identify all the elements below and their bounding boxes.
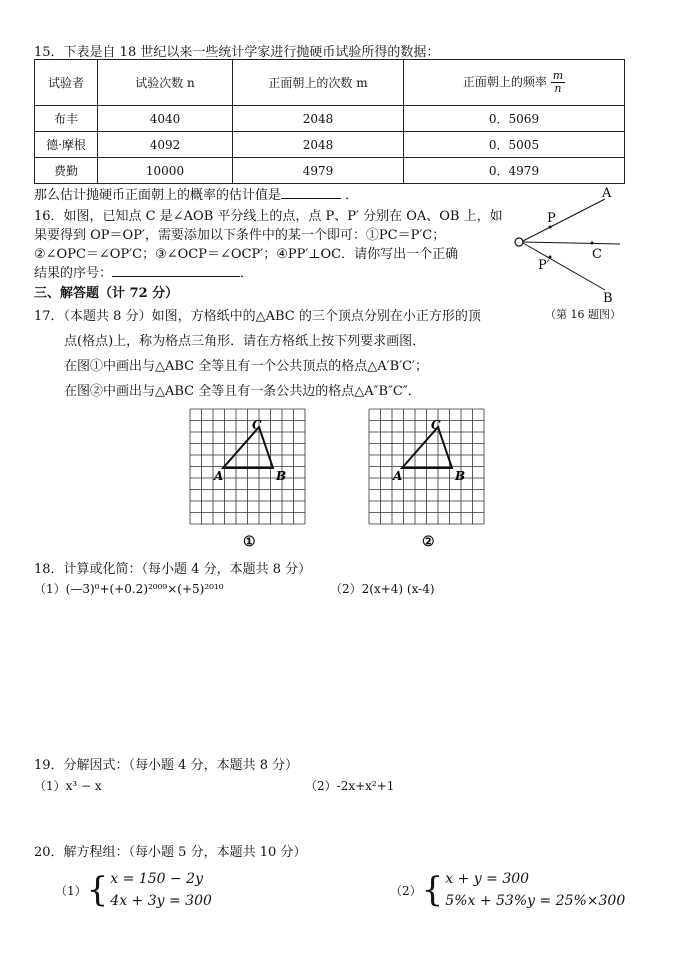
- triangle-abc: [402, 427, 452, 468]
- label-b: B: [603, 291, 613, 306]
- label-b: B: [455, 469, 466, 483]
- q18-part1: （1）(—3)⁰+(+0.2)²⁰⁰⁹×(+5)²⁰¹⁰: [34, 582, 224, 596]
- ray-oa: [523, 199, 605, 241]
- q16-line3: ②∠OPC＝∠OP′C；③∠OCP＝∠OCP′；④PP′⊥OC．请你写出一个正确: [34, 247, 459, 262]
- angle-bisector-figure: [505, 185, 635, 320]
- cell: 德·摩根: [35, 132, 98, 158]
- equation: 4x + 3y = 300: [110, 893, 212, 909]
- q17-line3: 在图①中画出与△ABC 全等且有一个公共顶点的格点△A′B′C′；: [64, 359, 429, 374]
- cell: 4092: [98, 132, 233, 158]
- cell: 费勤: [35, 158, 98, 184]
- q15-tail: 那么估计抛硬币正面朝上的概率的估计值是 ．: [34, 188, 359, 203]
- cell: 2048: [233, 106, 404, 132]
- point-o: [515, 238, 523, 246]
- cell: 0．5069: [404, 106, 625, 132]
- label-a: A: [214, 469, 224, 483]
- q17-line2: 点(格点)上，称为格点三角形．请在方格纸上按下列要求画图．: [64, 334, 426, 349]
- fig16-caption: （第 16 题图）: [545, 308, 621, 321]
- q17-line4: 在图②中画出与△ABC 全等且有一条公共边的格点△A″B″C″．: [64, 384, 421, 399]
- grid-lines: [369, 409, 484, 524]
- triangle-abc: [223, 427, 273, 468]
- table-row: [35, 132, 625, 158]
- table-header-row: [35, 60, 625, 106]
- label-c: C: [431, 418, 441, 432]
- cell: 布丰: [35, 106, 98, 132]
- cell: 10000: [98, 158, 233, 184]
- label-a: A: [602, 186, 612, 201]
- answer-blank: [112, 276, 240, 277]
- q16-line4: 结果的序号： ．: [34, 266, 254, 281]
- fraction-m-over-n: $\frac{m}{n}$: [552, 69, 564, 95]
- cell: 0．5005: [404, 132, 625, 158]
- cell: 4979: [233, 158, 404, 184]
- q17-line1: 17．（本题共 8 分）如图，方格纸中的△ABC 的三个顶点分别在小正方形的顶: [34, 309, 481, 324]
- q20-part1: （1） { x = 150 − 2y 4x + 3y = 300: [55, 870, 212, 910]
- answer-blank: [281, 198, 341, 199]
- fig-label-1: ①: [243, 534, 256, 550]
- table-row: [35, 106, 625, 132]
- q16-line1: 16．如图，已知点 C 是∠AOB 平分线上的点，点 P、P′ 分别在 OA、OB 上，如: [34, 209, 503, 224]
- label-p-prime: P′: [538, 258, 550, 273]
- label-c: C: [592, 247, 602, 262]
- point-c: [591, 242, 594, 245]
- cell: 0．4979: [404, 158, 625, 184]
- header-cell: 正面朝上的次数 m: [233, 60, 404, 106]
- q18-stem: 18．计算或化简：（每小题 4 分，本题共 8 分）: [34, 562, 312, 577]
- equation: 5%x + 53%y = 25%×300: [445, 893, 626, 909]
- grid-figure-1: [188, 407, 312, 531]
- label-c: C: [252, 418, 262, 432]
- q19-stem: 19．分解因式：（每小题 4 分，本题共 8 分）: [34, 758, 299, 773]
- cell: 2048: [233, 132, 404, 158]
- header-label: 正面朝上的频率: [462, 75, 547, 89]
- label-p: P: [547, 211, 556, 226]
- q18-part2: （2）2(x+4) (x-4): [330, 582, 435, 596]
- header-cell-frequency: [404, 60, 625, 106]
- q16-line2: 果要得到 OP＝OP′，需要添加以下条件中的某一个即可：①PC＝P′C；: [34, 228, 446, 243]
- section-heading: 三、解答题（计 72 分）: [34, 286, 179, 301]
- equation: x = 150 − 2y: [110, 871, 203, 887]
- ray-oc: [523, 242, 620, 244]
- header-cell: 试验者: [35, 60, 98, 106]
- q20-stem: 20．解方程组：（每小题 5 分，本题共 10 分）: [34, 845, 307, 860]
- grid-figure-2: [367, 407, 491, 531]
- q15-stem: 15．下表是自 18 世纪以来一些统计学家进行抛硬币试验所得的数据：: [34, 45, 440, 60]
- coin-table: [34, 59, 625, 184]
- fig-label-2: ②: [422, 534, 435, 550]
- brace: {: [421, 870, 444, 910]
- label-a: A: [393, 469, 403, 483]
- cell: 4040: [98, 106, 233, 132]
- q19-part2: （2）-2x+x²+1: [305, 779, 395, 793]
- brace: {: [86, 870, 109, 910]
- grid-lines: [190, 409, 305, 524]
- label-b: B: [276, 469, 287, 483]
- table-row: [35, 158, 625, 184]
- header-cell: 试验次数 n: [98, 60, 233, 106]
- equation: x + y = 300: [445, 871, 530, 887]
- q20-part2: （2） { x + y = 300 5%x + 53%y = 25%×300: [390, 870, 626, 910]
- q19-part1: （1）x³ − x: [34, 779, 102, 793]
